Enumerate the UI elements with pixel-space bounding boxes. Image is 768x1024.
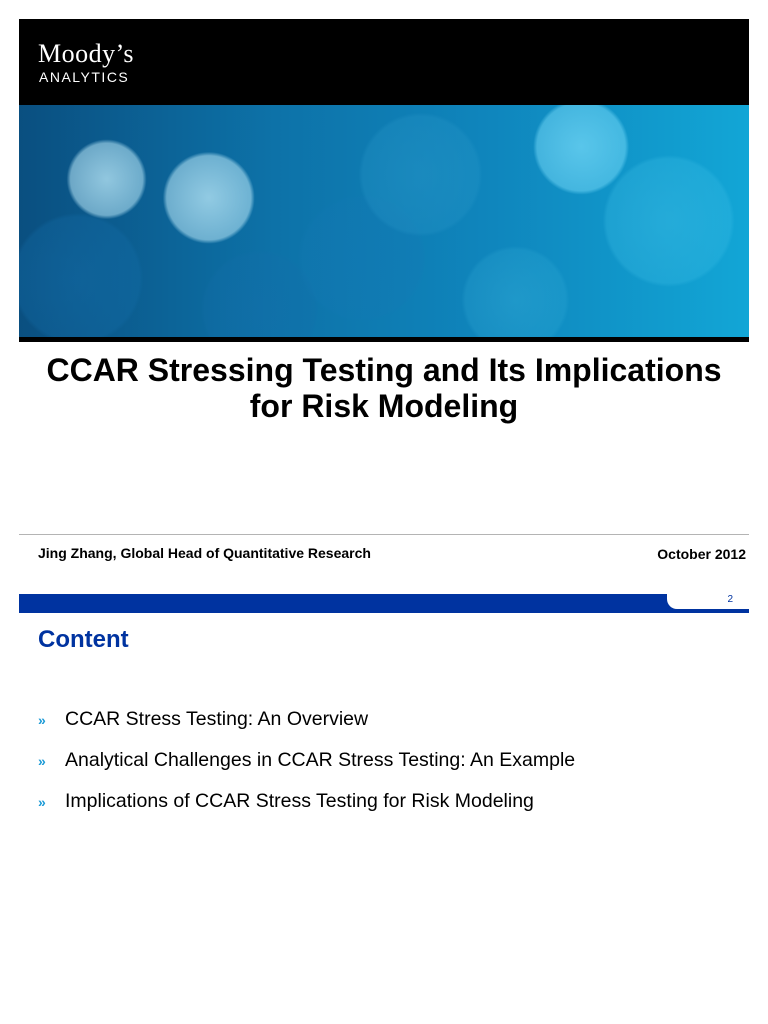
list-item-text: Analytical Challenges in CCAR Stress Testing: An Example — [65, 749, 576, 771]
slide-title — [19, 352, 749, 424]
slide-header-bar — [19, 594, 749, 613]
list-item-text: Implications of CCAR Stress Testing for Risk Modeling — [65, 790, 534, 812]
bullet-icon: » — [38, 712, 46, 728]
presentation-date: October 2012 — [657, 546, 746, 562]
author-divider — [19, 534, 749, 535]
list-item — [38, 749, 575, 790]
page-number: 2 — [727, 594, 733, 605]
logo-subtitle: ANALYTICS — [39, 69, 130, 85]
slide-title-line-1: CCAR Stressing Testing and Its Implications — [46, 352, 722, 388]
hero-divider — [19, 337, 749, 342]
slide-title-line-2: for Risk Modeling — [249, 388, 519, 424]
bullet-icon: » — [38, 753, 46, 769]
logo-wordmark: Moody’s — [38, 39, 134, 68]
author-line: Jing Zhang, Global Head of Quantitative Research — [38, 545, 371, 561]
list-item-text: CCAR Stress Testing: An Overview — [65, 708, 369, 730]
list-item — [38, 708, 575, 749]
moodys-analytics-logo — [38, 41, 134, 85]
content-heading: Content — [38, 626, 129, 653]
list-item — [38, 790, 575, 831]
header-bar — [19, 19, 749, 105]
hero-image — [19, 105, 749, 337]
content-list — [38, 708, 575, 831]
bullet-icon: » — [38, 794, 46, 810]
